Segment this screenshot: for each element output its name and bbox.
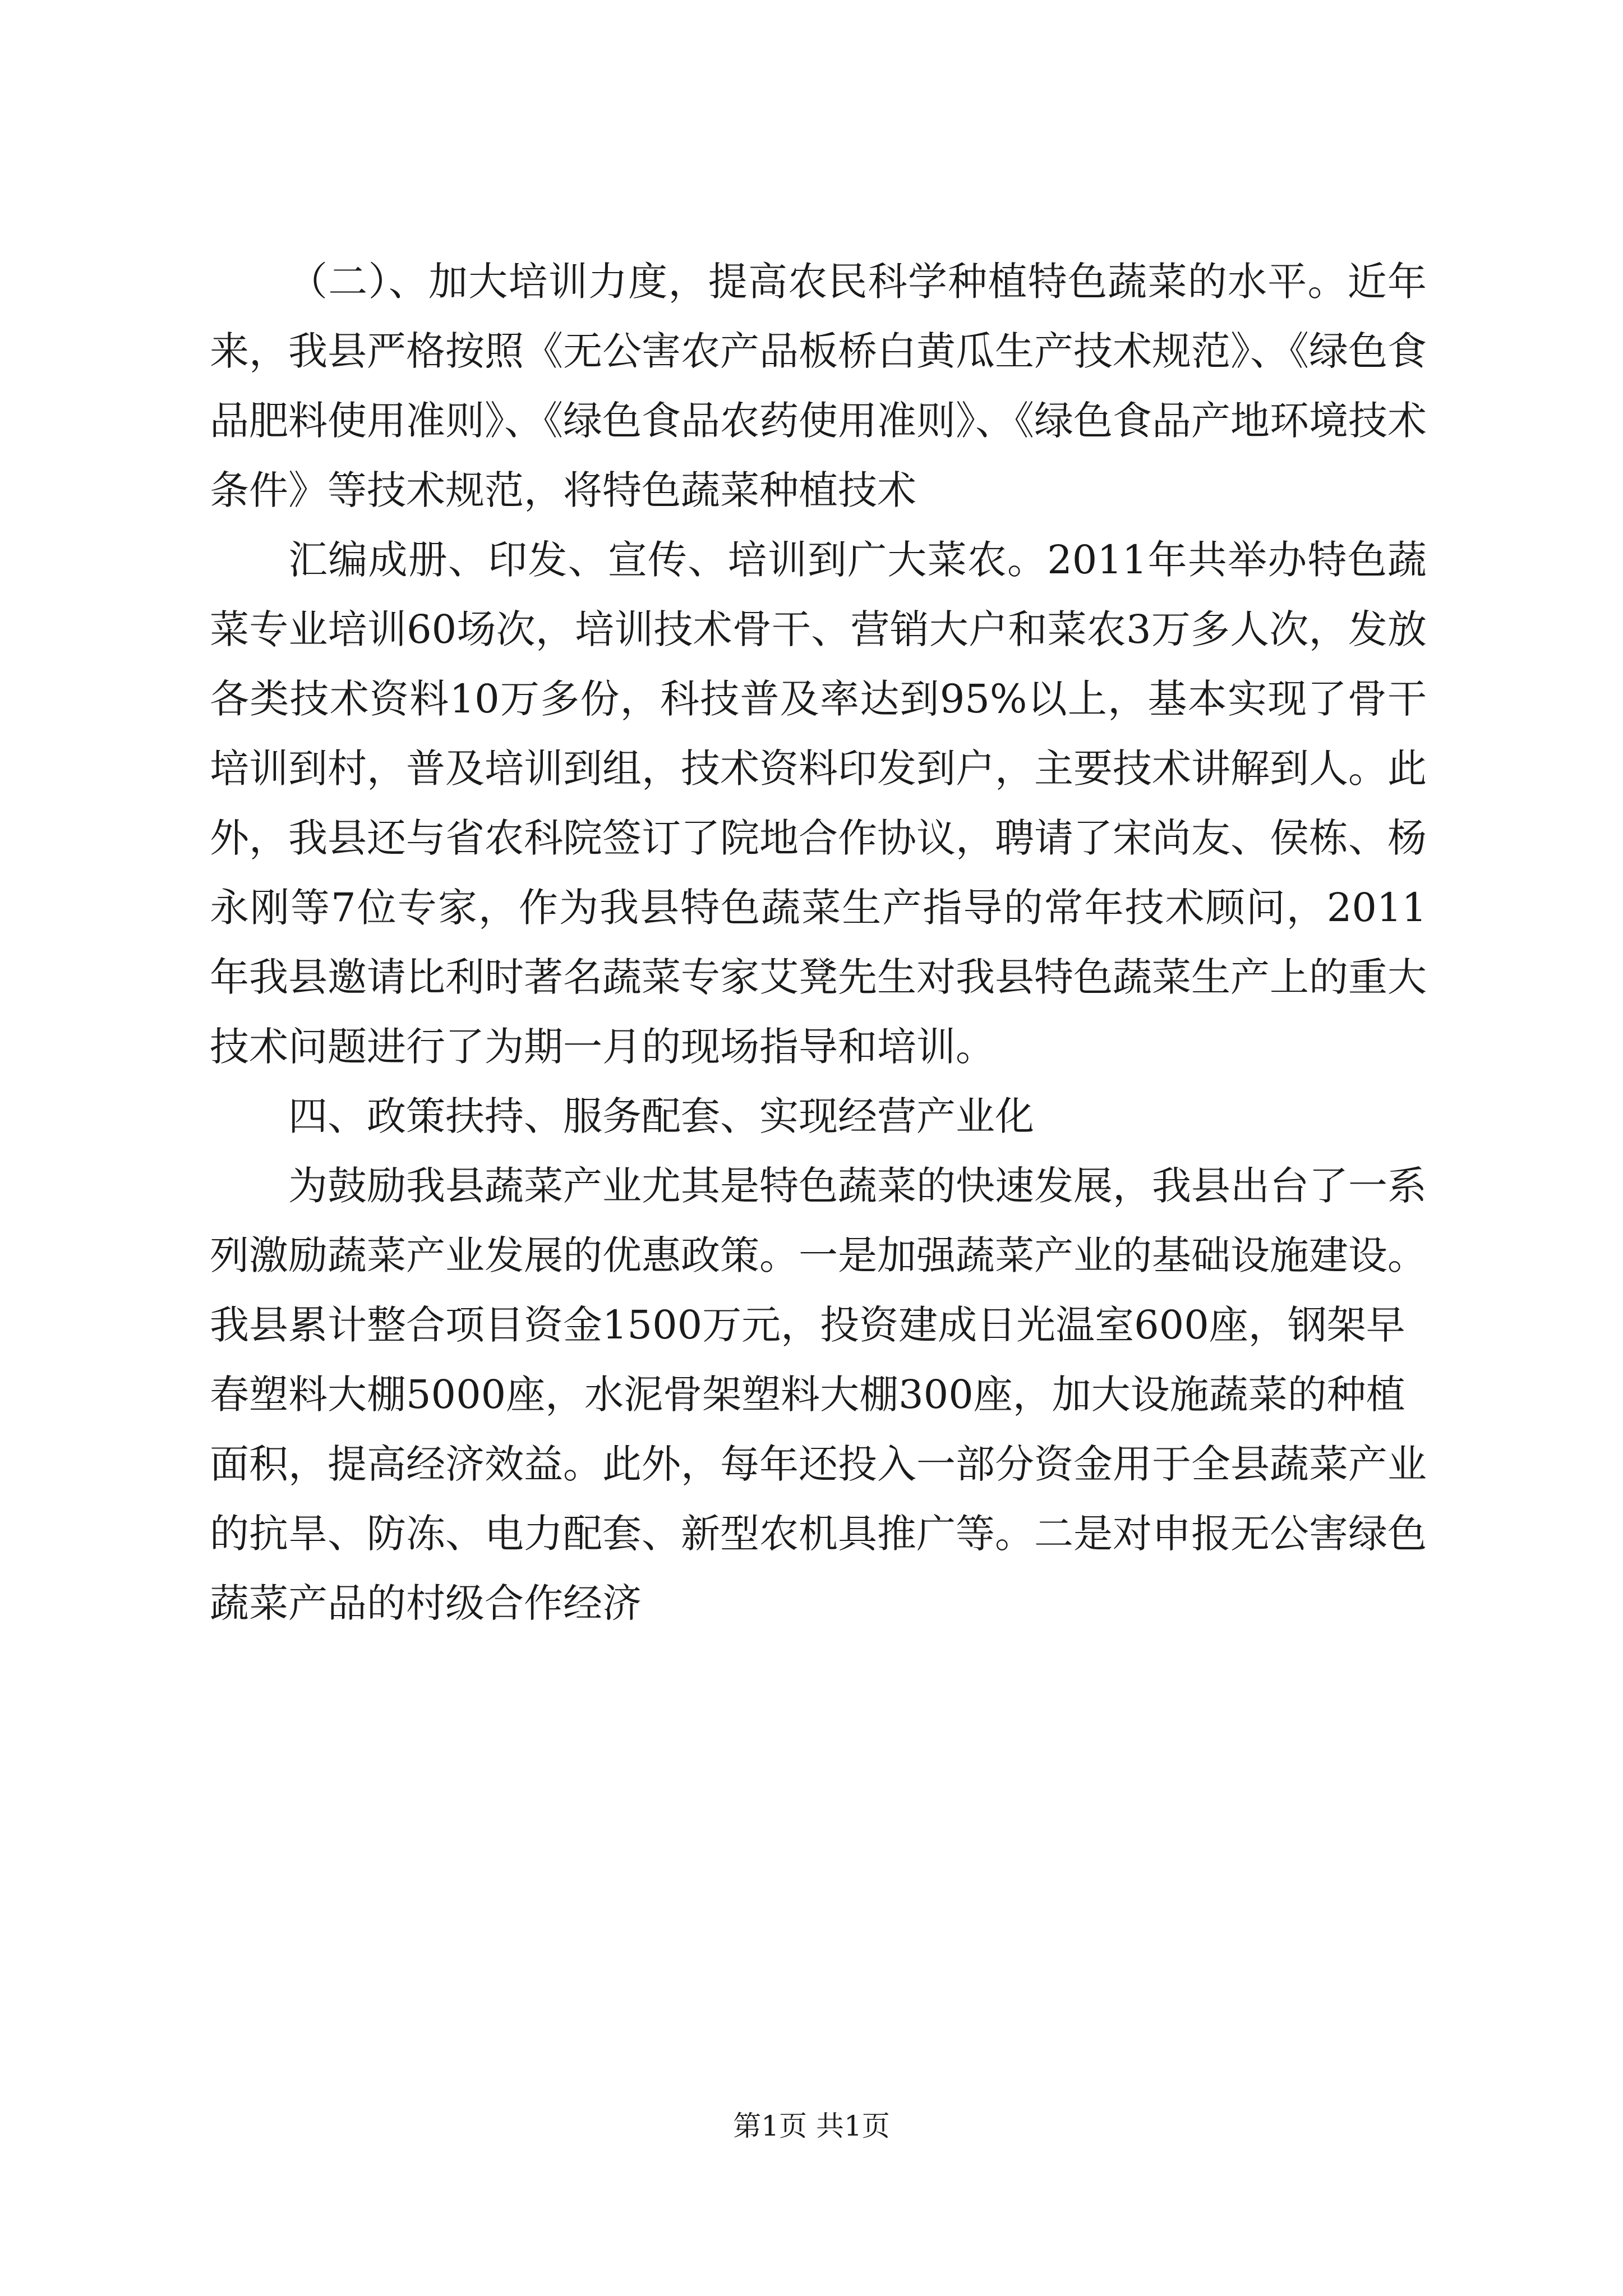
- paragraph-training: （二）、加大培训力度，提高农民科学种植特色蔬菜的水平。近年来，我县严格按照《无公害农产品板桥白黄瓜生产技术规范》、《绿色食品肥料使用准则》、《绿色食品农药使用准则》、《绿色食品产地环境技术条件》等技术规范，将特色蔬菜种植技术: [210, 259, 1427, 513]
- section-heading-policy: 四、政策扶持、服务配套、实现经营产业化: [288, 1093, 1034, 1139]
- paragraph-policy: 为鼓励我县蔬菜产业尤其是特色蔬菜的快速发展，我县出台了一系列激励蔬菜产业发展的优惠政策。一是加强蔬菜产业的基础设施建设。我县累计整合项目资金1500万元，投资建成日光温室600座，钢架早春塑料大棚5000座，水泥骨架塑料大棚300座，加大设施蔬菜的种植面积，提高经济效益。此外，每年还投入一部分资金用于全县蔬菜产业的抗旱、防冻、电力配套、新型农机具推广等。二是对申报无公害绿色蔬菜产品的村级合作经济: [210, 1163, 1427, 1626]
- paragraph-training-results: 汇编成册、印发、宣传、培训到广大菜农。2011年共举办特色蔬菜专业培训60场次，培训技术骨干、营销大户和菜农3万多人次，发放各类技术资料10万多份，科技普及率达到95%以上，基本实现了骨干培训到村，普及培训到组，技术资料印发到户，主要技术讲解到人。此外，我县还与省农科院签订了院地合作协议，聘请了宋尚友、侯栋、杨永刚等7位专家，作为我县特色蔬菜生产指导的常年技术顾问，2011年我县邀请比利时著名蔬菜专家艾凳先生对我县特色蔬菜生产上的重大技术问题进行了为期一月的现场指导和培训。: [210, 537, 1427, 1070]
- document-body: [210, 247, 1427, 1638]
- page-footer: 第1页 共1页: [733, 2110, 890, 2142]
